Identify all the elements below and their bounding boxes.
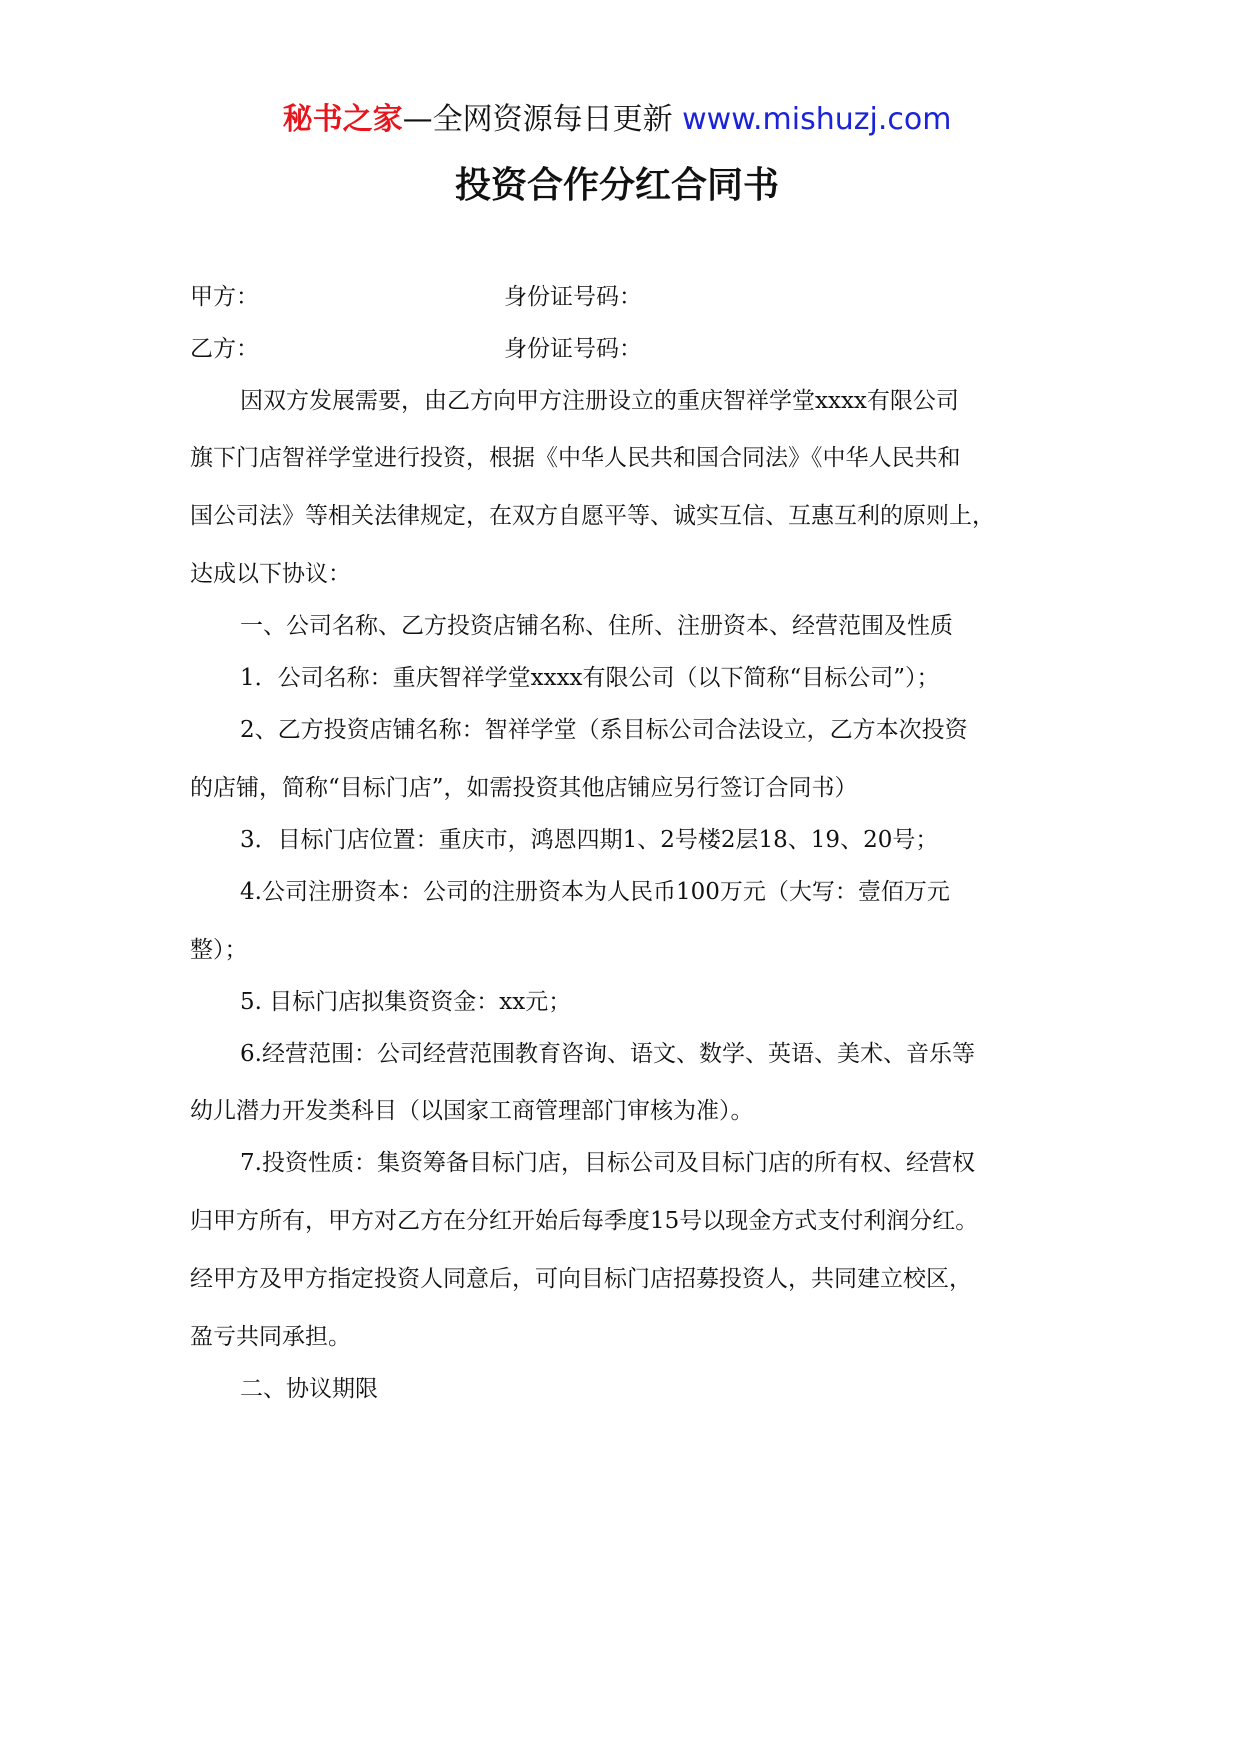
- clause-line: 盈亏共同承担。: [190, 1324, 351, 1350]
- clause-line: 幼儿潜力开发类科目（以国家工商管理部门审核为准）。: [190, 1098, 754, 1124]
- party-b-label: 乙方：: [190, 336, 259, 362]
- paragraph-line: 旗下门店智祥学堂进行投资，根据《中华人民共和国合同法》《中华人民共和: [190, 445, 961, 471]
- party-b-id-label: 身份证号码：: [504, 336, 642, 362]
- section-heading: 二、协议期限: [240, 1376, 378, 1402]
- website-link[interactable]: www.mishuzj.com: [682, 102, 952, 137]
- clause-line: 5. 目标门店拟集资资金：xx元；: [240, 989, 572, 1015]
- clause-line: 3．目标门店位置：重庆市，鸿恩四期1、2号楼2层18、19、20号；: [240, 827, 939, 853]
- paragraph-line: 达成以下协议：: [190, 561, 351, 587]
- clause-line: 7.投资性质：集资筹备目标门店，目标公司及目标门店的所有权、经营权: [240, 1150, 975, 1176]
- brand-name: 秘书之家: [282, 102, 403, 137]
- party-a-id-label: 身份证号码：: [504, 284, 642, 310]
- clause-line: 4.公司注册资本：公司的注册资本为人民币100万元（大写：壹佰万元: [240, 879, 950, 905]
- clause-line: 归甲方所有，甲方对乙方在分红开始后每季度15号以现金方式支付利润分红。: [190, 1208, 979, 1234]
- clause-line: 2、乙方投资店铺名称：智祥学堂（系目标公司合法设立，乙方本次投资: [240, 717, 968, 743]
- section-heading: 一、公司名称、乙方投资店铺名称、住所、注册资本、经营范围及性质: [240, 613, 953, 639]
- clause-line: 6.经营范围：公司经营范围教育咨询、语文、数学、英语、美术、音乐等: [240, 1041, 975, 1067]
- clause-line: 经甲方及甲方指定投资人同意后，可向目标门店招募投资人，共同建立校区，: [190, 1266, 972, 1292]
- site-header: [0, 100, 1234, 140]
- party-a-label: 甲方：: [190, 284, 259, 310]
- clause-line: 1．公司名称：重庆智祥学堂xxxx有限公司（以下简称“目标公司”）；: [240, 665, 940, 691]
- clause-line: 的店铺，简称“目标门店”，如需投资其他店铺应另行签订合同书）: [190, 775, 858, 801]
- header-tagline: —全网资源每日更新: [402, 102, 683, 137]
- paragraph-line: 因双方发展需要，由乙方向甲方注册设立的重庆智祥学堂xxxx有限公司: [240, 388, 959, 414]
- document-title: 投资合作分红合同书: [454, 165, 779, 206]
- party-a-row: [190, 281, 642, 313]
- clause-line: 整）；: [190, 937, 248, 963]
- paragraph-line: 国公司法》等相关法律规定，在双方自愿平等、诚实互信、互惠互利的原则上，: [190, 503, 995, 529]
- party-b-row: [190, 333, 642, 365]
